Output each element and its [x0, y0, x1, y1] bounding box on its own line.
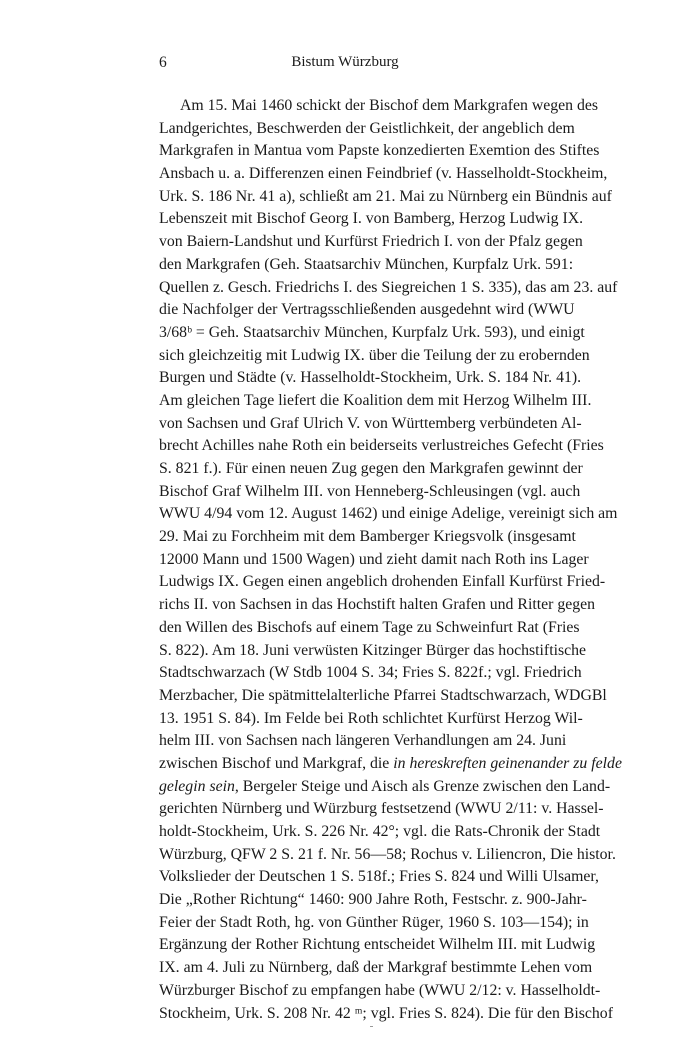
text-line: sich gleichzeitig mit Ludwig IX. über die Teilung der zu erobernden — [159, 346, 590, 364]
page-mark — [370, 1026, 373, 1027]
text-line — [159, 776, 611, 799]
text-line: Ansbach u. a. Differenzen einen Feindbrief (v. Hasselholdt-Stockheim, — [159, 165, 608, 183]
text-line: Quellen z. Gesch. Friedrichs I. des Siegreichen 1 S. 335), das am 23. auf — [159, 278, 618, 296]
text-line: brecht Achilles nahe Roth ein beiderseits verlustreiches Gefecht (Fries — [159, 437, 604, 455]
text-line: Stockheim, Urk. S. 208 Nr. 42 ᵐ; vgl. Fries S. 824). Die für den Bischof — [159, 1004, 613, 1022]
text-line: richs II. von Sachsen in das Hochstift halten Grafen und Ritter gegen — [159, 596, 596, 614]
text-line: S. 822). Am 18. Juni verwüsten Kitzinger Bürger das hochstiftische — [159, 641, 587, 659]
text-line: helm III. von Sachsen nach längeren Verhandlungen am 24. Juni — [159, 732, 567, 750]
text-line: 29. Mai zu Forchheim mit dem Bamberger Kriegsvolk (insgesamt — [159, 528, 576, 546]
text-segment: , Bergeler Steige und Aisch als Grenze zwischen den Land- — [234, 777, 611, 795]
text-line: Merzbacher, Die spätmittelalterliche Pfarrei Stadtschwarzach, WDGBl — [159, 686, 607, 704]
text-line: Bischof Graf Wilhelm III. von Henneberg-Schleusingen (vgl. auch — [159, 482, 581, 500]
text-line: den Willen des Bischofs auf einem Tage zu Schweinfurt Rat (Fries — [159, 618, 580, 636]
text-line: Würzburger Bischof zu empfangen habe (WWU 2/12: v. Hasselholdt- — [159, 981, 601, 999]
italic-quote: in hereskreften geinenander zu felde — [393, 754, 622, 772]
text-segment: zwischen Bischof und Markgraf, die — [159, 754, 394, 772]
running-head — [159, 54, 531, 76]
text-line: Ergänzung der Rother Richtung entscheidet Wilhelm III. mit Ludwig — [159, 936, 596, 954]
text-line: Landgerichtes, Beschwerden der Geistlichkeit, der angeblich dem — [159, 119, 575, 137]
text-line: gerichten Nürnberg und Würzburg festsetzend (WWU 2/11: v. Hassel- — [159, 800, 604, 818]
page-number: 6 — [159, 54, 167, 71]
text-line: Burgen und Städte (v. Hasselholdt-Stockheim, Urk. S. 184 Nr. 41). — [159, 369, 582, 387]
text-line: holdt-Stockheim, Urk. S. 226 Nr. 42°; vgl. die Rats-Chronik der Stadt — [159, 823, 601, 840]
italic-quote: gelegin sein — [159, 777, 235, 795]
text-line: von Sachsen und Graf Ulrich V. von Württemberg verbündeten Al- — [159, 414, 582, 432]
text-line: Lebenszeit mit Bischof Georg I. von Bamberg, Herzog Ludwig IX. — [159, 210, 584, 228]
running-title: Bistum Würzburg — [291, 54, 399, 70]
text-line: 12000 Mann und 1500 Wagen) und zieht damit nach Roth ins Lager — [159, 550, 589, 568]
text-line: Feier der Stadt Roth, hg. von Günther Rüger, 1960 S. 103—154); in — [159, 913, 589, 931]
body-paragraph — [159, 95, 622, 1025]
text-line: Die „Rother Richtung“ 1460: 900 Jahre Roth, Festschr. z. 900-Jahr- — [159, 891, 587, 909]
text-line: IX. am 4. Juli zu Nürnberg, daß der Markgraf bestimmte Lehen vom — [159, 959, 593, 977]
text-line: Am gleichen Tage liefert die Koalition dem mit Herzog Wilhelm III. — [159, 391, 592, 409]
text-line: 13. 1951 S. 84). Im Felde bei Roth schlichtet Kurfürst Herzog Wil- — [159, 709, 583, 727]
text-line: Stadtschwarzach (W Stdb 1004 S. 34; Fries S. 822f.; vgl. Friedrich — [159, 664, 582, 682]
text-line: die Nachfolger der Vertragsschließenden ausgedehnt wird (WWU — [159, 301, 575, 319]
text-line: von Baiern-Landshut und Kurfürst Friedrich I. von der Pfalz gegen — [159, 233, 583, 251]
text-line: Urk. S. 186 Nr. 41 a), schließt am 21. Mai zu Nürnberg ein Bündnis auf — [159, 187, 612, 205]
text-line: WWU 4/94 vom 12. August 1462) und einige Adelige, vereinigt sich am — [159, 505, 618, 523]
text-line: Am 15. Mai 1460 schickt der Bischof dem Markgrafen wegen des — [180, 97, 599, 114]
text-line: Ludwigs IX. Gegen einen angeblich drohenden Einfall Kurfürst Fried- — [159, 573, 606, 591]
text-line: Volkslieder der Deutschen 1 S. 518f.; Fries S. 824 und Willi Ulsamer, — [159, 868, 599, 886]
text-line: S. 821 f.). Für einen neuen Zug gegen den Markgrafen gewinnt der — [159, 460, 583, 477]
text-line: den Markgrafen (Geh. Staatsarchiv München, Kurpfalz Urk. 591: — [159, 255, 574, 273]
text-line — [159, 753, 622, 776]
text-line: 3/68ᵇ = Geh. Staatsarchiv München, Kurpfalz Urk. 593), und einigt — [159, 323, 585, 341]
text-line: Würzburg, QFW 2 S. 21 f. Nr. 56—58; Rochus v. Liliencron, Die histor. — [159, 845, 616, 863]
text-line: Markgrafen in Mantua vom Papste konzedierten Exemtion des Stiftes — [159, 142, 600, 160]
